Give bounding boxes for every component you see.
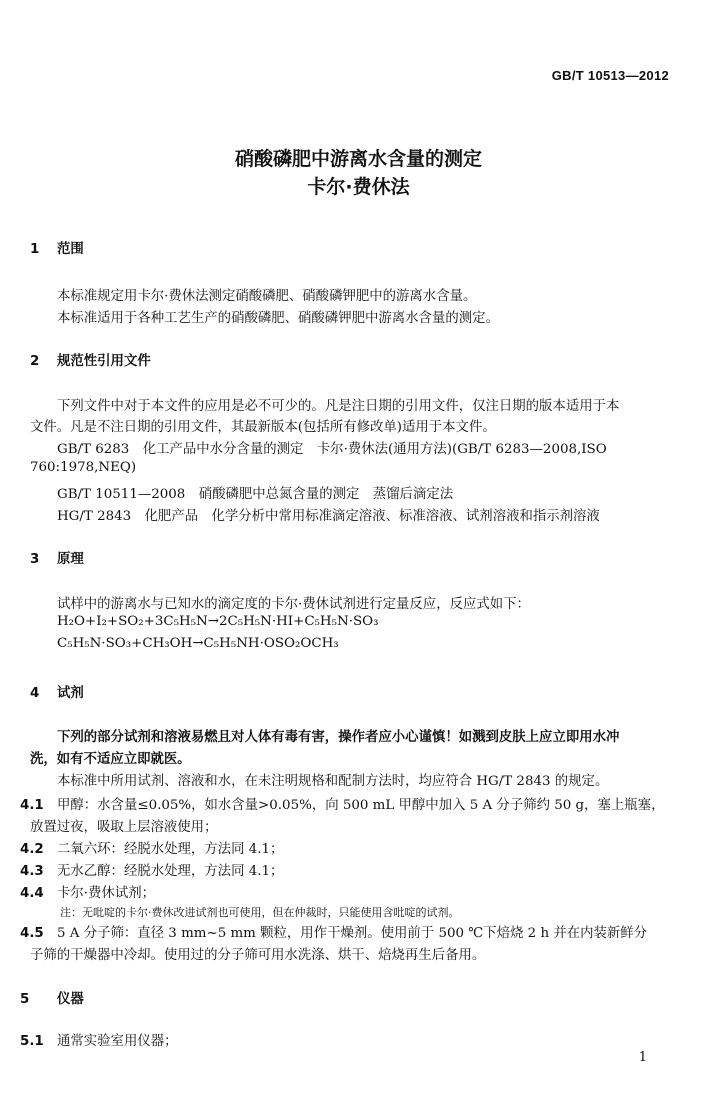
reference-gbt10511: GB/T 10511—2008 硝酸磷肥中总氮含量的测定 蒸馏后滴定法: [57, 487, 454, 502]
clause-text: 二氧六环：经脱水处理，方法同 4.1；: [57, 842, 284, 857]
reference-hgt2843: HG/T 2843 化肥产品 化学分析中常用标准滴定溶液、标准溶液、试剂溶液和指示剂溶液: [57, 509, 600, 524]
clause-4-2: [20, 838, 283, 857]
section-title: 原理: [57, 552, 84, 567]
section-4-intro: 本标准中所用试剂、溶液和水，在未注明规格和配制方法时，均应符合 HG/T 2843 的规定。: [57, 774, 609, 789]
clause-number: 4.4: [20, 886, 44, 901]
section-title: 规范性引用文件: [57, 354, 151, 369]
clause-number: 4.5: [20, 926, 44, 941]
section-5-heading: [20, 988, 84, 1007]
section-2-paragraph-line-2: 文件。凡是不注日期的引用文件，其最新版本(包括所有修改单)适用于本文件。: [30, 420, 496, 435]
section-1-paragraph-1: 本标准规定用卡尔·费休法测定硝酸磷肥、硝酸磷钾肥中的游离水含量。: [57, 289, 477, 304]
section-1-heading: [30, 238, 84, 257]
section-number: 1: [30, 242, 40, 257]
section-1-paragraph-2: 本标准适用于各种工艺生产的硝酸磷肥、硝酸磷钾肥中游离水含量的测定。: [57, 311, 499, 326]
section-number: 3: [30, 552, 40, 567]
document-subtitle: 卡尔·费休法: [307, 176, 410, 198]
section-title: 范围: [57, 242, 84, 257]
clause-4-4-note: 注：无吡啶的卡尔·费休改进试剂也可使用，但在仲裁时，只能使用含吡啶的试剂。: [60, 906, 460, 919]
reaction-equation-2: C₅H₅N·SO₃+CH₃OH→C₅H₅NH·OSO₂OCH₃: [57, 636, 339, 651]
page-number: 1: [638, 1050, 647, 1065]
safety-warning-line-2: 洗，如有不适应立即就医。: [30, 752, 191, 767]
clause-number: 4.3: [20, 864, 44, 879]
clause-text: 通常实验室用仪器；: [57, 1034, 178, 1049]
clause-4-1-line-2: 放置过夜，吸取上层溶液使用；: [30, 820, 218, 835]
section-3-heading: [30, 548, 84, 567]
clause-text: 无水乙醇：经脱水处理，方法同 4.1；: [57, 864, 284, 879]
section-3-paragraph: 试样中的游离水与已知水的滴定度的卡尔·费休试剂进行定量反应，反应式如下：: [57, 597, 530, 612]
clause-number: 4.1: [20, 798, 44, 813]
section-number: 5: [20, 992, 30, 1007]
clause-4-1-line-1: [20, 794, 664, 813]
section-number: 4: [30, 686, 40, 701]
clause-4-5-line-1: [20, 922, 647, 941]
section-2-paragraph-line-1: 下列文件中对于本文件的应用是必不可少的。凡是注日期的引用文件，仅注日期的版本适用于本: [57, 399, 620, 414]
clause-4-4: [20, 882, 155, 901]
section-2-heading: [30, 350, 151, 369]
section-number: 2: [30, 354, 40, 369]
safety-warning-line-1: 下列的部分试剂和溶液易燃且对人体有毒有害，操作者应小心谨慎！如溅到皮肤上应立即用水冲: [57, 730, 620, 745]
standard-code: GB/T 10513—2012: [551, 68, 669, 83]
section-title: 试剂: [57, 686, 84, 701]
clause-4-3: [20, 860, 283, 879]
clause-text: 甲醇：水含量≤0.05%，如水含量>0.05%，向 500 mL 甲醇中加入 5 A 分子筛约 50 g，塞上瓶塞，: [57, 798, 665, 813]
reference-gbt6283-line-1: GB/T 6283 化工产品中水分含量的测定 卡尔·费休法(通用方法)(GB/T 6283—2008,ISO: [57, 442, 607, 457]
section-title: 仪器: [57, 992, 84, 1007]
clause-number: 4.2: [20, 842, 44, 857]
clause-5-1: [20, 1030, 178, 1049]
clause-text: 卡尔·费休试剂；: [57, 886, 155, 901]
clause-text: 5 A 分子筛：直径 3 mm~5 mm 颗粒，用作干燥剂。使用前于 500 ℃下焙烧 2 h 并在内装新鲜分: [57, 926, 648, 941]
document-title: 硝酸磷肥中游离水含量的测定: [234, 148, 482, 170]
clause-number: 5.1: [20, 1034, 44, 1049]
clause-4-5-line-2: 子筛的干燥器中冷却。使用过的分子筛可用水洗涤、烘干、焙烧再生后备用。: [30, 948, 486, 963]
reaction-equation-1: H₂O+I₂+SO₂+3C₅H₅N→2C₅H₅N·HI+C₅H₅N·SO₃: [57, 614, 379, 629]
reference-gbt6283-line-2: 760:1978,NEQ): [30, 460, 137, 475]
section-4-heading: [30, 682, 84, 701]
